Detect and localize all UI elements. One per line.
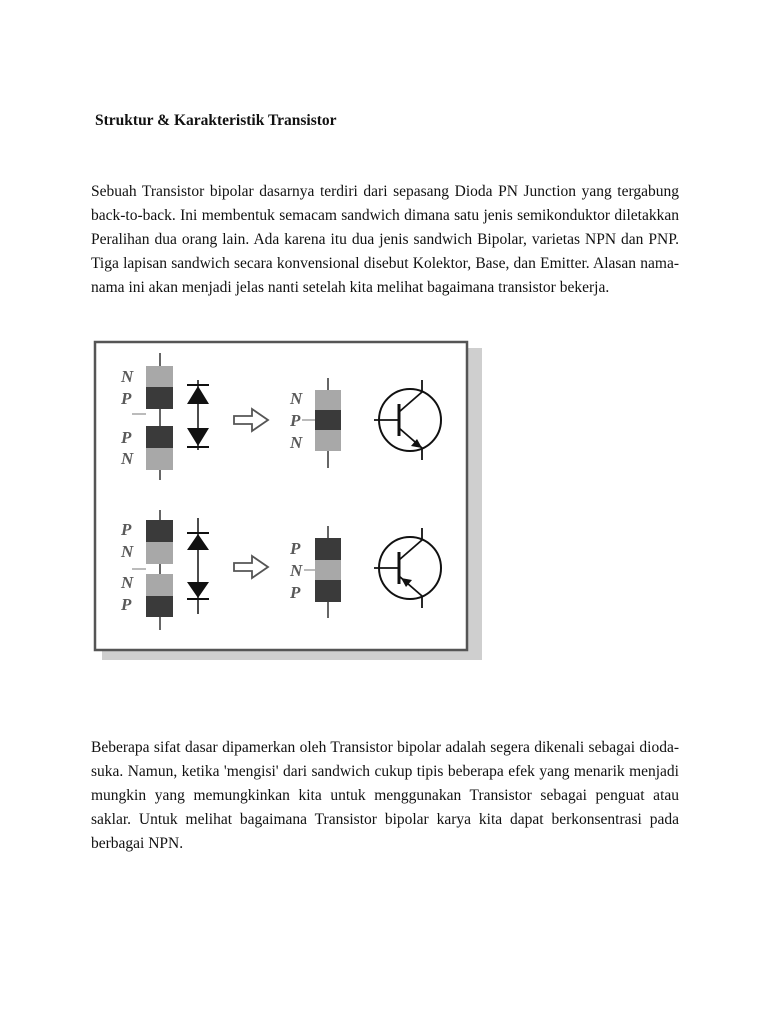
npn-block-upper-p xyxy=(146,387,173,409)
document-title: Struktur & Karakteristik Transistor xyxy=(95,112,337,129)
pnp-combined-label-p-bottom: P xyxy=(290,583,301,602)
pnp-label-n-upper: N xyxy=(121,542,134,561)
npn-combined-label-p: P xyxy=(290,411,301,430)
npn-block-lower-p xyxy=(146,426,173,448)
pnp-label-p-top: P xyxy=(121,520,132,539)
pnp-combined-p-top xyxy=(315,538,341,560)
npn-label-p-lower: P xyxy=(121,428,132,447)
npn-combined-label-n-top: N xyxy=(290,389,303,408)
paragraph-properties: Beberapa sifat dasar dipamerkan oleh Transistor bipolar adalah segera dikenali sebagai dioda-suka. Namun, ketika 'mengisi' dari sandwich cukup tipis beberapa efek yang menarik menjadi mungkin yang memungkinkan kita untuk menggunakan Transistor sebagai penguat atau saklar. Untuk melihat bagaimana Transistor bipolar karya kita dapat berkonsentrasi pada berbagai NPN. xyxy=(91,739,679,852)
pnp-block-upper-p xyxy=(146,520,173,542)
paragraph-intro: Sebuah Transistor bipolar dasarnya terdiri dari sepasang Dioda PN Junction yang tergabung back-to-back. Ini membentuk semacam sandwich dimana satu jenis semikonduktor diletakkan Peralihan dua orang lain. Ada karena itu dua jenis sandwich Bipolar, varietas NPN dan PNP. Tiga lapisan sandwich secara konvensional disebut Kolektor, Base, dan Emitter. Alasan nama-nama ini akan menjadi jelas nanti setelah kita melihat bagaimana transistor bekerja. xyxy=(91,183,679,296)
pnp-combined-label-p-top: P xyxy=(290,539,301,558)
pnp-combined-n xyxy=(315,560,341,580)
pnp-label-n-lower: N xyxy=(121,573,134,592)
pnp-block-lower-n xyxy=(146,574,173,596)
npn-label-n-bottom: N xyxy=(121,449,134,468)
pnp-combined-p-bottom xyxy=(315,580,341,602)
pnp-label-p-bottom: P xyxy=(121,595,132,614)
pnp-block-lower-p xyxy=(146,596,173,617)
npn-combined-n-top xyxy=(315,390,341,410)
pnp-block-upper-n xyxy=(146,542,173,564)
npn-combined-n-bottom xyxy=(315,430,341,451)
npn-combined-label-n-bottom: N xyxy=(290,433,303,452)
npn-block-upper-n xyxy=(146,366,173,387)
pnp-combined-label-n: N xyxy=(290,561,303,580)
npn-label-p-upper: P xyxy=(121,389,132,408)
npn-combined-p xyxy=(315,410,341,430)
npn-label-n-top: N xyxy=(121,367,134,386)
transistor-structure-figure xyxy=(92,338,484,662)
npn-block-lower-n xyxy=(146,448,173,470)
